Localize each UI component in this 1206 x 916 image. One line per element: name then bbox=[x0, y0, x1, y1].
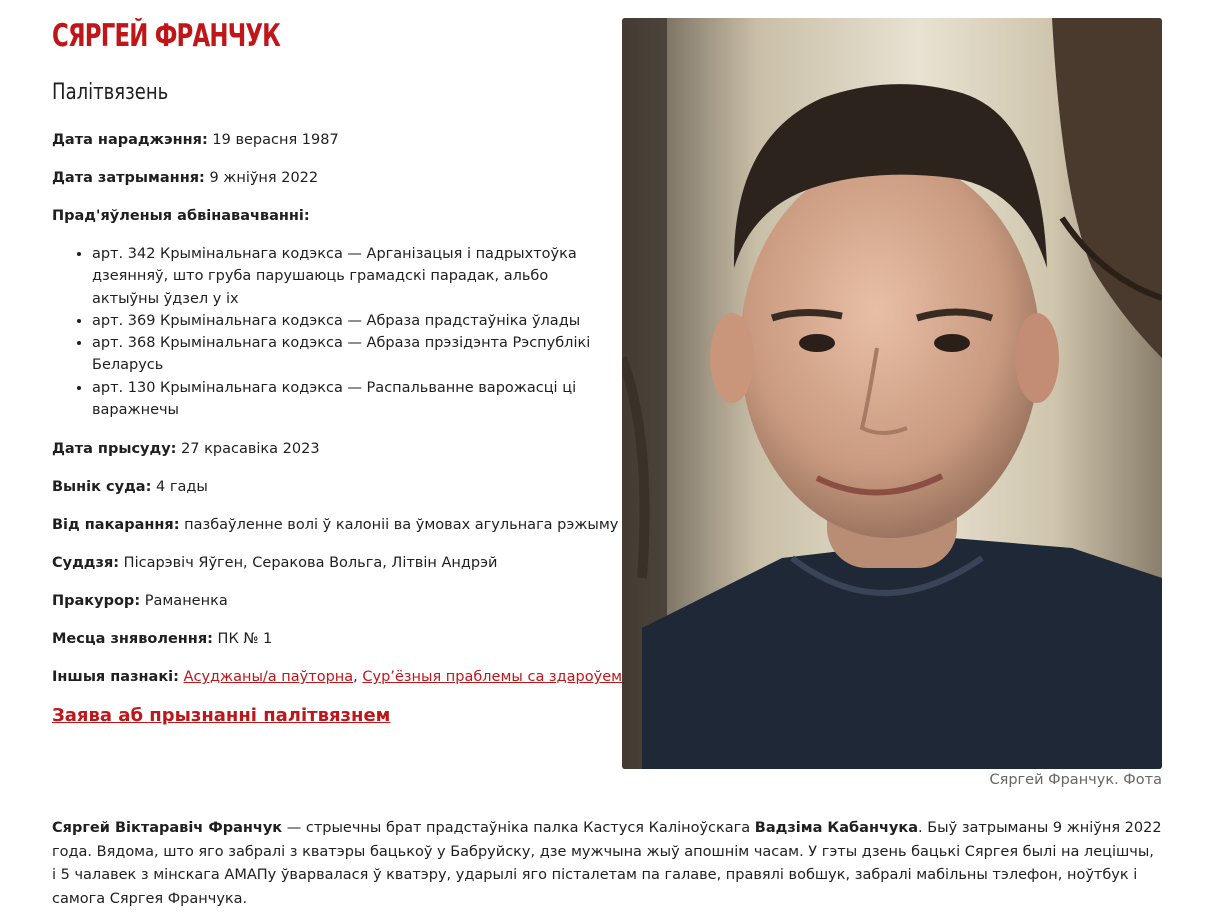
verdict-value: 4 гады bbox=[156, 479, 208, 495]
verdict-label: Вынік суда: bbox=[52, 479, 152, 495]
verdict-date-row bbox=[52, 438, 320, 460]
biography-paragraph bbox=[52, 817, 1162, 911]
tag-link-health-problems[interactable]: Сур’ёзныя праблемы са здароўем bbox=[362, 669, 623, 685]
birth-date-label: Дата нараджэння: bbox=[52, 132, 208, 148]
prosecutor-value: Раманенка bbox=[144, 593, 228, 609]
portrait-image bbox=[622, 18, 1162, 769]
tag-separator: , bbox=[353, 669, 363, 685]
location-label: Месца зняволення: bbox=[52, 631, 213, 647]
charges-list bbox=[52, 243, 602, 421]
punishment-row bbox=[52, 514, 618, 536]
other-marks-row bbox=[52, 666, 622, 688]
judges-label: Суддзя: bbox=[52, 555, 120, 571]
person-status: Палітвязень bbox=[52, 80, 169, 105]
verdict-date-label: Дата прысуду: bbox=[52, 441, 177, 457]
statement-link[interactable]: Заява аб прызнанні палітвязнем bbox=[52, 705, 391, 726]
person-name: СЯРГЕЙ ФРАНЧУК bbox=[52, 18, 281, 54]
prosecutor-row bbox=[52, 590, 228, 612]
charges-label: Прад'яўленыя абвінавачванні: bbox=[52, 208, 310, 224]
punishment-value: пазбаўленне волі ў калоніі ва ўмовах агульнага рэжыму bbox=[184, 517, 619, 533]
judges-row bbox=[52, 552, 497, 574]
punishment-label: Від пакарання: bbox=[52, 517, 180, 533]
verdict-date-value: 27 красавіка 2023 bbox=[181, 441, 320, 457]
charge-item: • арт. 130 Крымінальнага кодэкса — Распальванне варожасці ці варажнечы bbox=[92, 377, 602, 422]
charges-row bbox=[52, 205, 310, 227]
photo-caption: Сяргей Франчук. Фота bbox=[989, 772, 1162, 788]
prosecutor-label: Пракурор: bbox=[52, 593, 141, 609]
bio-text-2: . Быў затрыманы 9 жніўня 2022 года. Вядома, што яго забралі з кватэры бацькоў у Бабруйску, дзе мужчына жыў апошнім часам. У гэты дзень бацькі Сяргея былі на лецішчы, і 5 чалавек з мінскага АМАПу ўварвалася ў кватэру, ударылі яго пісталетам па галаве, правялі вобшук, забралі мабільны тэлефон, ноўтбук і самога Сяргея Франчука. bbox=[52, 820, 1162, 907]
judges-value: Пісарэвіч Яўген, Серакова Вольга, Літвін Андрэй bbox=[123, 555, 498, 571]
detention-date-label: Дата затрымання: bbox=[52, 170, 205, 186]
location-value: ПК № 1 bbox=[217, 631, 273, 647]
birth-date-value: 19 верасня 1987 bbox=[212, 132, 339, 148]
verdict-row bbox=[52, 476, 208, 498]
tag-link-repeat-conviction[interactable]: Асуджаны/а паўторна bbox=[183, 669, 354, 685]
portrait-photo bbox=[622, 18, 1162, 769]
other-marks-label: Іншыя пазнакі: bbox=[52, 669, 179, 685]
charge-item: • арт. 369 Крымінальнага кодэкса — Абраза прадстаўніка ўлады bbox=[92, 310, 602, 332]
bio-text-1: — стрыечны брат прадстаўніка палка Кастуся Каліноўскага bbox=[282, 820, 755, 836]
detention-date-row bbox=[52, 167, 318, 189]
charge-item: • арт. 368 Крымінальнага кодэкса — Абраза прэзідэнта Рэспублікі Беларусь bbox=[92, 332, 602, 377]
charge-item: • арт. 342 Крымінальнага кодэкса — Арганізацыя і падрыхтоўка дзеянняў, што груба парушаюць грамадскі парадак, альбо актыўны ўдзел у іх bbox=[92, 243, 602, 310]
bio-relative-name: Вадзіма Кабанчука bbox=[754, 820, 919, 836]
location-row bbox=[52, 628, 272, 650]
bio-name: Сяргей Віктаравіч Франчук bbox=[52, 820, 283, 836]
detention-date-value: 9 жніўня 2022 bbox=[209, 170, 319, 186]
profile-column bbox=[52, 16, 623, 726]
birth-date-row bbox=[52, 129, 339, 151]
